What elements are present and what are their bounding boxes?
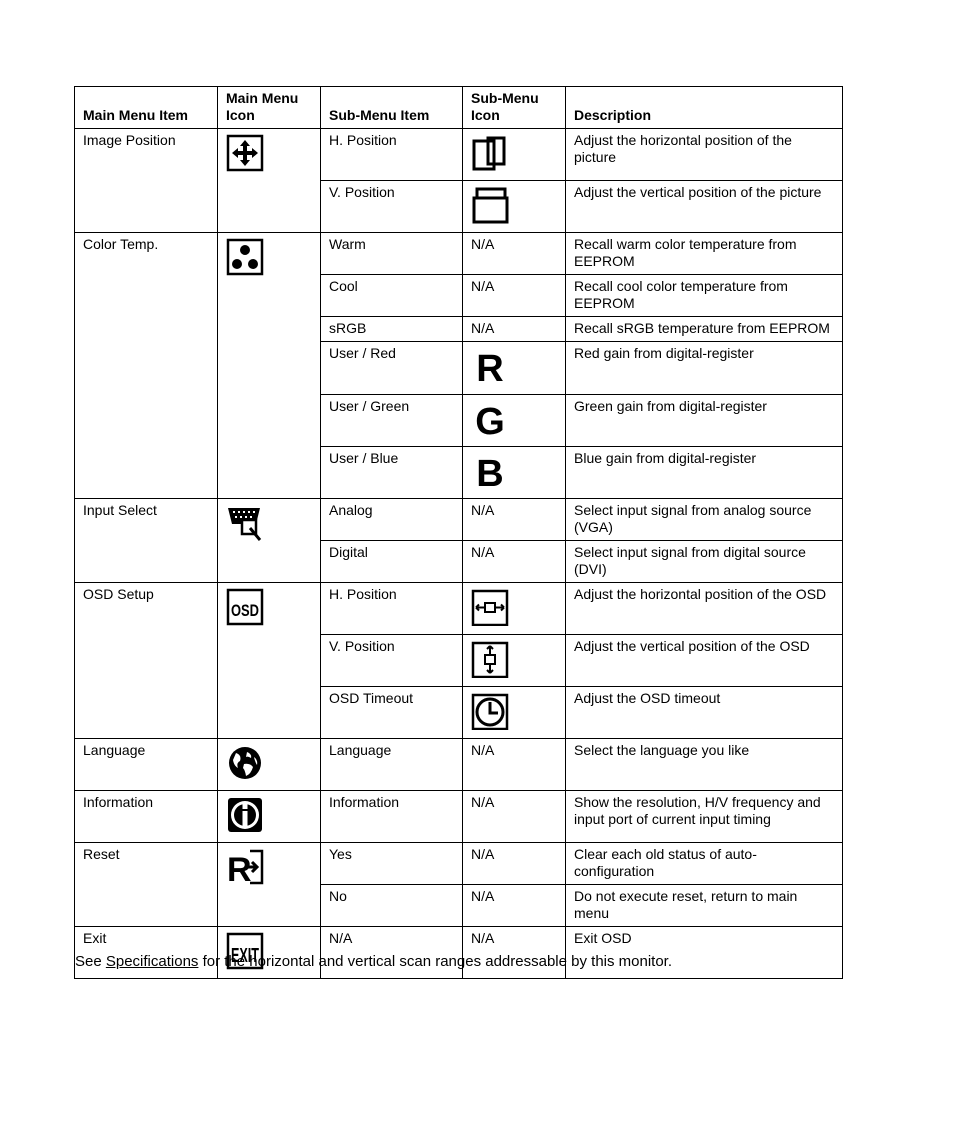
reset-icon — [226, 848, 264, 886]
sub-menu-icon-cell — [463, 541, 566, 583]
sub-menu-item-label: Information — [329, 794, 400, 810]
footer-prefix: See — [75, 953, 106, 970]
sub-menu-item-label: User / Red — [329, 345, 396, 361]
sub-menu-item-label: H. Position — [329, 586, 397, 602]
sub-menu-icon-text: N/A — [471, 544, 495, 560]
sub-menu-icon-cell — [463, 447, 566, 499]
sub-menu-item-label: V. Position — [329, 638, 395, 654]
description-text: Exit OSD — [574, 930, 632, 946]
sub-menu-icon-cell — [463, 275, 566, 317]
description-cell — [566, 635, 843, 687]
sub-menu-item-label: N/A — [329, 930, 353, 946]
sub-menu-icon-cell — [463, 739, 566, 791]
description-text: Adjust the OSD timeout — [574, 690, 721, 706]
description-text: Adjust the horizontal position of the picture — [574, 132, 792, 165]
sub-menu-item-cell — [321, 275, 463, 317]
osd-menu-table — [74, 86, 843, 979]
description-cell — [566, 342, 843, 395]
description-text: Adjust the vertical position of the OSD — [574, 638, 810, 654]
sub-menu-item-label: Yes — [329, 846, 352, 862]
sub-menu-item-cell — [321, 129, 463, 181]
sub-menu-item-label: Cool — [329, 278, 358, 294]
description-text: Adjust the vertical position of the picture — [574, 184, 822, 200]
sub-menu-icon-text: N/A — [471, 742, 495, 758]
letter-b-icon — [471, 452, 509, 490]
sub-menu-item-label: Digital — [329, 544, 368, 560]
description-text: Show the resolution, H/V frequency and input port of current input timing — [574, 794, 821, 827]
sub-menu-item-label: V. Position — [329, 184, 395, 200]
description-text: Select input signal from digital source (DVI) — [574, 544, 806, 577]
description-cell — [566, 129, 843, 181]
sub-menu-item-cell — [321, 499, 463, 541]
sub-menu-icon-text: N/A — [471, 930, 495, 946]
sub-menu-item-cell — [321, 233, 463, 275]
description-text: Adjust the horizontal position of the OSD — [574, 586, 827, 602]
sub-menu-icon-cell — [463, 885, 566, 927]
table-row — [75, 233, 843, 275]
globe-icon — [226, 744, 264, 782]
description-cell — [566, 317, 843, 342]
sub-menu-icon-text: N/A — [471, 236, 495, 252]
sub-menu-icon-cell — [463, 395, 566, 447]
description-cell — [566, 583, 843, 635]
main-menu-item-label: Image Position — [83, 132, 176, 148]
footer-note — [75, 953, 672, 970]
sub-menu-icon-cell — [463, 342, 566, 395]
sub-menu-icon-cell — [463, 843, 566, 885]
main-menu-item-cell — [75, 129, 218, 233]
sub-menu-item-label: User / Green — [329, 398, 410, 414]
svg-text:EXIT: EXIT — [231, 945, 259, 967]
v-position-icon — [471, 186, 509, 224]
description-text: Select input signal from analog source (VGA) — [574, 502, 812, 535]
footer-suffix: for the horizontal and vertical scan ranges addressable by this monitor. — [198, 953, 673, 970]
sub-menu-item-cell — [321, 447, 463, 499]
table-row — [75, 791, 843, 843]
sub-menu-icon-text: N/A — [471, 320, 495, 336]
description-cell — [566, 181, 843, 233]
sub-menu-icon-text: N/A — [471, 888, 495, 904]
svg-text:G: G — [475, 401, 505, 438]
osd-setup-icon — [226, 588, 264, 626]
main-menu-item-cell — [75, 791, 218, 843]
description-text: Blue gain from digital-register — [574, 450, 757, 466]
sub-menu-item-cell — [321, 843, 463, 885]
description-cell — [566, 791, 843, 843]
svg-text:R: R — [227, 851, 252, 886]
sub-menu-item-cell — [321, 791, 463, 843]
letter-g-icon — [471, 400, 509, 438]
description-text: Select the language you like — [574, 742, 750, 758]
main-menu-item-label: Input Select — [83, 502, 157, 518]
description-text: Recall sRGB temperature from EEPROM — [574, 320, 830, 336]
main-menu-icon-cell — [218, 129, 321, 233]
description-cell — [566, 687, 843, 739]
osd-v-position-icon — [471, 640, 509, 678]
sub-menu-item-cell — [321, 583, 463, 635]
sub-menu-item-label: Analog — [329, 502, 373, 518]
main-menu-icon-cell — [218, 499, 321, 583]
description-cell — [566, 233, 843, 275]
main-menu-icon-cell — [218, 843, 321, 927]
main-menu-item-cell — [75, 583, 218, 739]
sub-menu-item-label: OSD Timeout — [329, 690, 414, 706]
sub-menu-item-cell — [321, 635, 463, 687]
sub-menu-icon-text: N/A — [471, 278, 495, 294]
letter-r-icon — [471, 347, 509, 385]
sub-menu-icon-cell — [463, 233, 566, 275]
description-cell — [566, 499, 843, 541]
sub-menu-icon-cell — [463, 181, 566, 233]
sub-menu-icon-cell — [463, 317, 566, 342]
header-main-menu-item: Main Menu Item — [75, 87, 218, 129]
main-menu-icon-cell — [218, 233, 321, 499]
table-row — [75, 129, 843, 181]
header-description: Description — [566, 87, 843, 129]
description-text: Red gain from digital-register — [574, 345, 754, 361]
description-cell — [566, 395, 843, 447]
sub-menu-item-cell — [321, 885, 463, 927]
description-text: Recall cool color temperature from EEPROM — [574, 278, 788, 311]
sub-menu-item-label: sRGB — [329, 320, 367, 336]
svg-text:B: B — [476, 453, 504, 490]
sub-menu-item-cell — [321, 395, 463, 447]
sub-menu-item-cell — [321, 317, 463, 342]
sub-menu-item-label: H. Position — [329, 132, 397, 148]
sub-menu-icon-text: N/A — [471, 502, 495, 518]
description-cell — [566, 739, 843, 791]
svg-text:OSD: OSD — [231, 601, 259, 620]
color-temp-icon — [226, 238, 264, 276]
main-menu-item-cell — [75, 843, 218, 927]
sub-menu-item-cell — [321, 342, 463, 395]
sub-menu-item-cell — [321, 687, 463, 739]
main-menu-item-label: OSD Setup — [83, 586, 154, 602]
table-row — [75, 739, 843, 791]
sub-menu-item-cell — [321, 541, 463, 583]
osd-h-position-icon — [471, 588, 509, 626]
sub-menu-item-cell — [321, 739, 463, 791]
description-cell — [566, 843, 843, 885]
main-menu-icon-cell — [218, 739, 321, 791]
description-cell — [566, 275, 843, 317]
description-text: Green gain from digital-register — [574, 398, 767, 414]
sub-menu-item-label: No — [329, 888, 347, 904]
h-position-icon — [471, 134, 509, 172]
table-row — [75, 583, 843, 635]
sub-menu-item-label: Language — [329, 742, 392, 758]
main-menu-item-label: Exit — [83, 930, 107, 946]
clock-icon — [471, 692, 509, 730]
main-menu-item-label: Language — [83, 742, 146, 758]
info-icon — [226, 796, 264, 834]
svg-text:R: R — [476, 348, 504, 385]
input-select-icon — [226, 504, 264, 542]
sub-menu-icon-cell — [463, 583, 566, 635]
sub-menu-icon-cell — [463, 129, 566, 181]
sub-menu-icon-cell — [463, 791, 566, 843]
sub-menu-icon-cell — [463, 499, 566, 541]
table-row — [75, 499, 843, 541]
main-menu-item-label: Reset — [83, 846, 120, 862]
description-text: Clear each old status of auto-configuration — [574, 846, 757, 879]
main-menu-icon-cell — [218, 583, 321, 739]
sub-menu-icon-cell — [463, 635, 566, 687]
main-menu-item-label: Information — [83, 794, 154, 810]
main-menu-item-cell — [75, 739, 218, 791]
header-row — [75, 87, 843, 129]
sub-menu-icon-cell — [463, 687, 566, 739]
description-cell — [566, 541, 843, 583]
description-cell — [566, 447, 843, 499]
description-text: Recall warm color temperature from EEPROM — [574, 236, 797, 269]
main-menu-icon-cell — [218, 791, 321, 843]
sub-menu-item-label: User / Blue — [329, 450, 399, 466]
sub-menu-icon-text: N/A — [471, 846, 495, 862]
main-menu-item-cell — [75, 233, 218, 499]
image-position-icon — [226, 134, 264, 172]
specifications-link[interactable]: Specifications — [105, 953, 199, 970]
sub-menu-item-label: Warm — [329, 236, 366, 252]
table-row — [75, 843, 843, 885]
header-sub-menu-item: Sub-Menu Item — [321, 87, 463, 129]
main-menu-item-cell — [75, 499, 218, 583]
description-text: Do not execute reset, return to main menu — [574, 888, 798, 921]
sub-menu-item-cell — [321, 181, 463, 233]
description-cell — [566, 885, 843, 927]
header-main-menu-icon: Main Menu Icon — [218, 87, 321, 129]
main-menu-item-label: Color Temp. — [83, 236, 159, 252]
header-sub-menu-icon: Sub-Menu Icon — [463, 87, 566, 129]
sub-menu-icon-text: N/A — [471, 794, 495, 810]
